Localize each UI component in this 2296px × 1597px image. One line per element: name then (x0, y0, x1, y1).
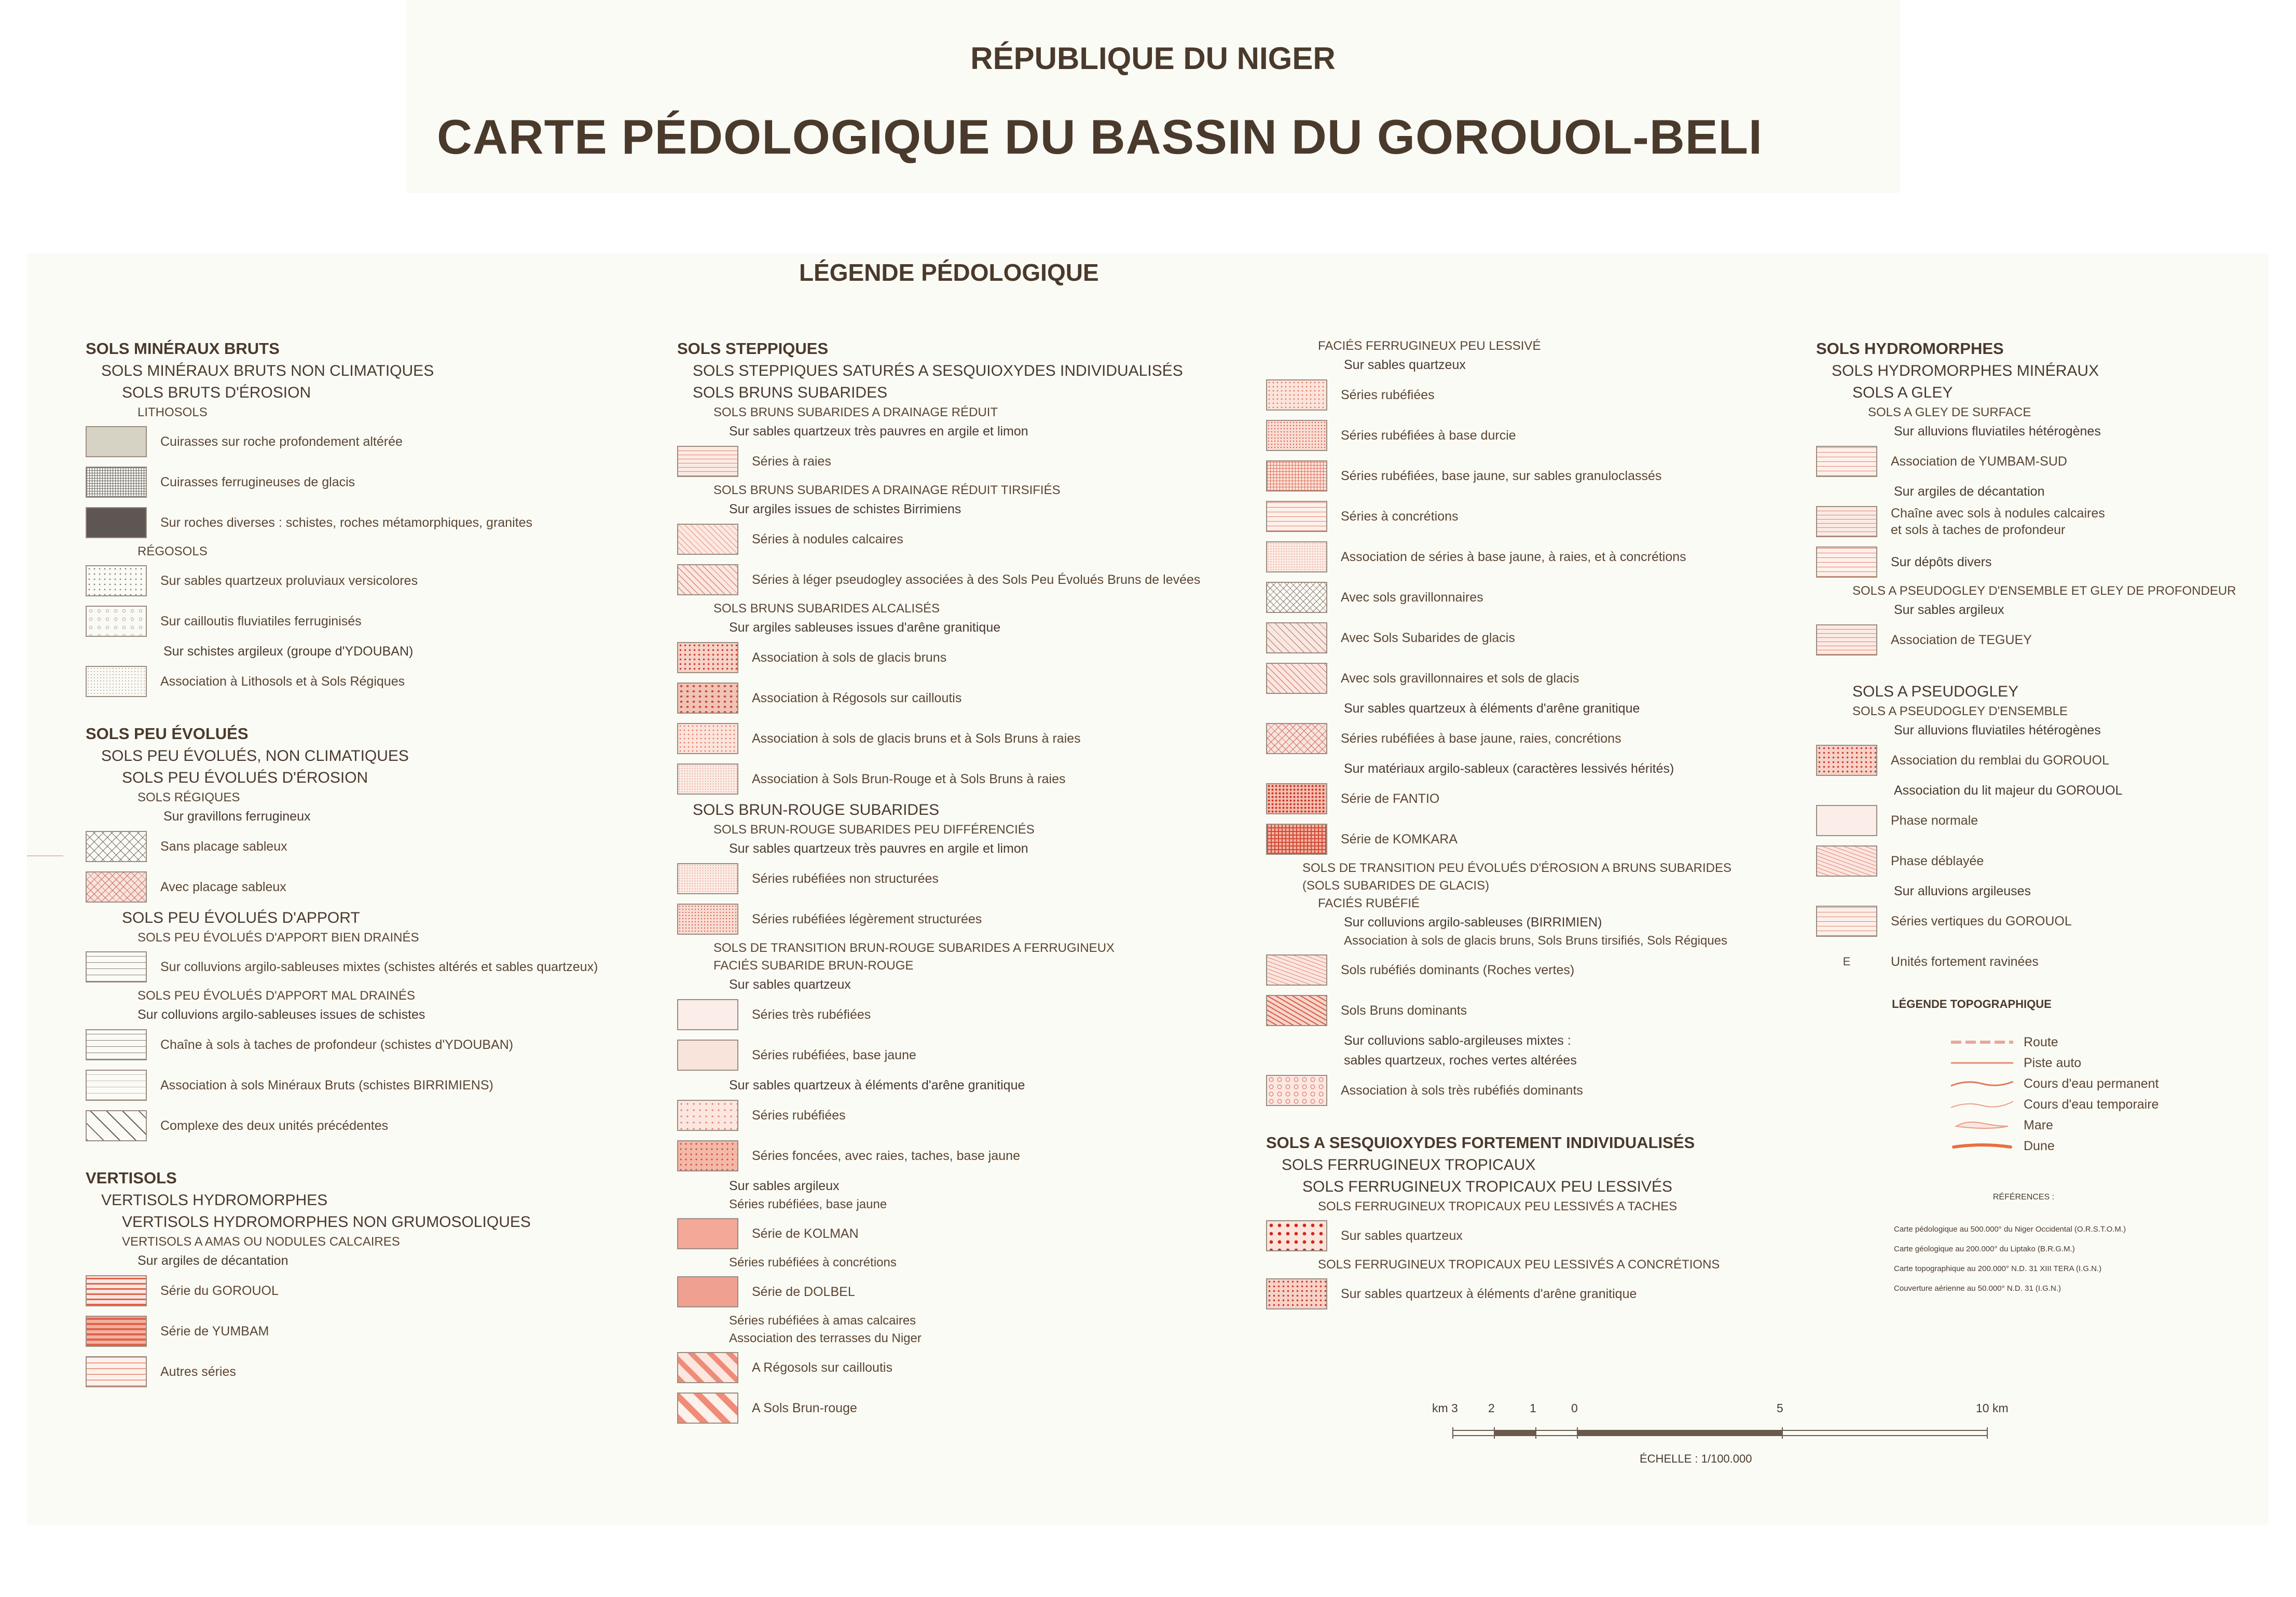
legend-label: Séries foncées, avec raies, taches, base jaune (752, 1149, 1020, 1163)
legend-item (86, 601, 662, 641)
references-title: RÉFÉRENCES : (1992, 1193, 2055, 1202)
legend-swatch (1266, 460, 1327, 492)
subgroup-heading: SOLS A PSEUDOGLEY D'ENSEMBLE (1852, 704, 2068, 718)
legend-label: Série du GOROUOL (160, 1284, 279, 1298)
legend-swatch (1266, 783, 1327, 814)
subgroup-heading: SOLS FERRUGINEUX TROPICAUX PEU LESSIVÉS A TACHES (1318, 1199, 1678, 1213)
subgroup-heading: SOLS DE TRANSITION BRUN-ROUGE SUBARIDES A FERRUGINEUX (713, 941, 1115, 955)
substrate-heading: Sur sables quartzeux (729, 977, 851, 992)
legend-item (677, 718, 1258, 759)
scale-caption: ÉCHELLE : 1/100.000 (1640, 1452, 1752, 1465)
legend-swatch (677, 904, 738, 935)
legend-label: Sur dépôts divers (1891, 555, 1992, 569)
legend-item (86, 1352, 662, 1392)
legend-item (1816, 441, 2267, 482)
group-heading: SOLS FERRUGINEUX TROPICAUX PEU LESSIVÉS (1302, 1178, 1672, 1195)
legend-label: Avec Sols Subarides de glacis (1341, 631, 1515, 645)
topographic-legend (1816, 998, 2267, 1156)
substrate-heading: Sur argiles issues de schistes Birrimiens (729, 502, 961, 516)
subgroup-heading: LITHOSOLS (138, 405, 208, 419)
subgroup-heading: FACIÉS RUBÉFIÉ (1318, 896, 1420, 910)
scale-tick-label: 2 (1488, 1401, 1495, 1415)
topo-label: Route (2024, 1034, 2058, 1049)
legend-label: Séries rubéfiées (752, 1108, 846, 1123)
legend-item (86, 1025, 662, 1065)
dune-symbol (1951, 1141, 2013, 1151)
legend-item (1266, 415, 1795, 456)
section-heading: SOLS HYDROMORPHES (1816, 339, 2004, 358)
legend-item (86, 826, 662, 867)
subgroup-heading: VERTISOLS A AMAS OU NODULES CALCAIRES (122, 1235, 400, 1249)
legend-column-1 (86, 337, 662, 1392)
legend-item (677, 759, 1258, 799)
legend-item (677, 1095, 1258, 1136)
legend-item (1266, 577, 1795, 618)
reference-item: Carte géologique au 200.000° du Liptako (B.R.G.M.) (1894, 1245, 2075, 1253)
title-panel (406, 0, 1900, 193)
class-heading: SOLS STEPPIQUES SATURÉS A SESQUIOXYDES INDIVIDUALISÉS (693, 362, 1183, 379)
legend-item (677, 637, 1258, 678)
legend-item (677, 678, 1258, 718)
class-heading: SOLS FERRUGINEUX TROPICAUX (1282, 1156, 1536, 1173)
legend-label: Série de KOMKARA (1341, 832, 1458, 847)
topo-label: Cours d'eau temporaire (2024, 1097, 2159, 1112)
legend-item (1816, 501, 2267, 542)
legend-swatch (1266, 824, 1327, 855)
legend-title: LÉGENDE PÉDOLOGIQUE (799, 259, 1099, 286)
legend-item (677, 899, 1258, 939)
legend-item (677, 1213, 1258, 1254)
subgroup-heading: SOLS A PSEUDOGLEY D'ENSEMBLE ET GLEY DE PROFONDEUR (1852, 584, 2236, 598)
legend-item (1816, 542, 2267, 582)
substrate-heading: Sur colluvions argilo-sableuses issues de schistes (138, 1007, 425, 1022)
legend-swatch (86, 426, 147, 457)
legend-swatch (1266, 723, 1327, 754)
legend-label: Sur sables quartzeux à éléments d'arêne granitique (1341, 1287, 1637, 1301)
topo-label: Dune (2024, 1138, 2055, 1153)
legend-item (1266, 456, 1795, 496)
legend-label: Phase déblayée (1891, 854, 1984, 868)
legend-swatch (86, 951, 147, 982)
legend-label-line: et sols à taches de profondeur (1891, 523, 2066, 537)
legend-item (86, 947, 662, 987)
series-heading: Séries rubéfiées à concrétions (729, 1255, 897, 1270)
class-heading: SOLS PEU ÉVOLUÉS, NON CLIMATIQUES (101, 747, 409, 765)
references (1816, 1193, 2267, 1299)
legend-label: Association à Régosols sur cailloutis (752, 691, 962, 705)
legend-label: Série de KOLMAN (752, 1226, 859, 1241)
reference-item: Carte topographique au 200.000° N.D. 31 XIII TERA (I.G.N.) (1894, 1264, 2102, 1273)
legend-swatch (1266, 379, 1327, 411)
series-heading: Séries rubéfiées, base jaune (729, 1197, 887, 1211)
legend-swatch (677, 1393, 738, 1424)
legend-swatch (86, 831, 147, 862)
class-heading: SOLS MINÉRAUX BRUTS NON CLIMATIQUES (101, 362, 434, 379)
substrate-heading: Sur schistes argileux (groupe d'YDOUBAN) (163, 644, 414, 659)
substrate-heading: Sur argiles de décantation (138, 1253, 288, 1268)
legend-item (1266, 1274, 1795, 1314)
legend-swatch (1266, 1220, 1327, 1251)
legend-label: Séries à concrétions (1341, 509, 1459, 524)
reference-item: Couverture aérienne au 50.000° N.D. 31 (I.G.N.) (1894, 1284, 2061, 1293)
legend-item (86, 462, 662, 502)
legend-swatch (86, 606, 147, 637)
section-heading: SOLS MINÉRAUX BRUTS (86, 339, 280, 358)
substrate-heading: Sur matériaux argilo-sableux (caractères lessivés hérités) (1344, 761, 1674, 776)
legend-label: Association de séries à base jaune, à raies, et à concrétions (1341, 550, 1686, 564)
legend-swatch (1816, 845, 1877, 877)
spacer (86, 702, 662, 722)
legend-swatch (677, 723, 738, 754)
group-heading: SOLS BRUN-ROUGE SUBARIDES (693, 801, 940, 818)
substrate-heading: Sur colluvions sablo-argileuses mixtes : (1344, 1033, 1571, 1048)
spacer (1816, 660, 2267, 681)
topo-label: Mare (2024, 1117, 2053, 1132)
legend-item (1266, 496, 1795, 537)
topo-legend-title: LÉGENDE TOPOGRAPHIQUE (1892, 998, 2052, 1011)
legend-label: Autres séries (160, 1364, 236, 1379)
legend-label: Sur sables quartzeux proluviaux versicolores (160, 574, 418, 588)
legend-label: Avec sols gravillonnaires (1341, 590, 1483, 605)
legend-item (1816, 841, 2267, 881)
legend-label: A Régosols sur cailloutis (752, 1360, 892, 1375)
legend-swatch (677, 446, 738, 477)
ravine-symbol: E (1843, 955, 1851, 968)
legend-item (1266, 718, 1795, 759)
legend-swatch (86, 565, 147, 596)
legend-item (86, 1065, 662, 1105)
group-heading: SOLS PEU ÉVOLUÉS D'APPORT (122, 909, 360, 926)
legend-item (1816, 620, 2267, 660)
legend-swatch (1266, 1278, 1327, 1309)
topo-item (1816, 1032, 2267, 1053)
legend-swatch (677, 863, 738, 894)
legend-swatch (677, 683, 738, 714)
legend-item (1266, 658, 1795, 699)
legend-swatch (677, 1352, 738, 1383)
section-heading: VERTISOLS (86, 1169, 177, 1187)
topo-item (1816, 1094, 2267, 1115)
subgroup-heading: SOLS PEU ÉVOLUÉS D'APPORT BIEN DRAINÉS (138, 931, 419, 945)
legend-label: Sols rubéfiés dominants (Roches vertes) (1341, 963, 1575, 977)
legend-swatch (677, 763, 738, 795)
legend-label: Séries rubéfiées non structurées (752, 871, 939, 886)
legend-item (1266, 375, 1795, 415)
scale-tick-label: km 3 (1432, 1401, 1458, 1415)
substrate-heading: Sur argiles de décantation (1894, 484, 2045, 499)
legend-item (1816, 740, 2267, 781)
legend-swatch (677, 1218, 738, 1249)
legend-swatch (677, 1276, 738, 1307)
substrate-heading: Sur colluvions argilo-sableuses (BIRRIMIEN) (1344, 915, 1602, 930)
reference-item: Carte pédologique au 500.000° du Niger Occidental (O.R.S.T.O.M.) (1894, 1225, 2126, 1234)
pond-symbol (1951, 1119, 2013, 1131)
legend-swatch (1266, 501, 1327, 532)
legend-swatch (1816, 506, 1877, 537)
legend-column-2 (677, 337, 1258, 1428)
legend-label: Avec sols gravillonnaires et sols de glacis (1341, 671, 1579, 686)
substrate-heading: Sur sables argileux (1894, 603, 2004, 617)
topo-item (1816, 1115, 2267, 1136)
group-heading: VERTISOLS HYDROMORPHES NON GRUMOSOLIQUES (122, 1213, 531, 1231)
legend-swatch (86, 871, 147, 903)
topo-item (1816, 1053, 2267, 1073)
legend-swatch (677, 1100, 738, 1131)
section-heading: SOLS PEU ÉVOLUÉS (86, 725, 249, 743)
legend-item (86, 502, 662, 543)
legend-item (1266, 537, 1795, 577)
track-symbol (1951, 1059, 2013, 1067)
scale-tick-label: 1 (1530, 1401, 1536, 1415)
subgroup-heading: SOLS BRUNS SUBARIDES A DRAINAGE RÉDUIT (713, 405, 998, 419)
group-heading: SOLS BRUNS SUBARIDES (693, 384, 888, 401)
legend-item (677, 994, 1258, 1035)
legend-label: Séries rubéfiées à base durcie (1341, 428, 1516, 443)
permanent-river-symbol (1951, 1077, 2013, 1090)
legend-label: Séries rubéfiées, base jaune, sur sables granuloclassés (1341, 469, 1662, 483)
legend-item (1266, 819, 1795, 859)
legend-swatch (677, 1140, 738, 1171)
legend-item (677, 441, 1258, 482)
topo-item (1816, 1136, 2267, 1156)
series-heading: Association du lit majeur du GOROUOL (1894, 783, 2123, 798)
legend-swatch (677, 524, 738, 555)
legend-swatch (86, 1356, 147, 1387)
substrate-heading: Sur sables quartzeux à éléments d'arêne granitique (729, 1078, 1025, 1093)
legend-label: Sols Bruns dominants (1341, 1003, 1467, 1018)
legend-label: Sur roches diverses : schistes, roches métamorphiques, granites (160, 515, 532, 530)
subgroup-heading: SOLS PEU ÉVOLUÉS D'APPORT MAL DRAINÉS (138, 989, 415, 1003)
legend-swatch (1816, 805, 1877, 836)
substrate-heading: Sur sables quartzeux (1344, 358, 1466, 372)
legend-swatch (1266, 1075, 1327, 1106)
legend-swatch (1266, 622, 1327, 653)
legend-item (1266, 950, 1795, 990)
legend-label: Association à sols de glacis bruns (752, 650, 947, 665)
substrate-heading: Sur alluvions argileuses (1894, 884, 2031, 898)
legend-label: Association de YUMBAM-SUD (1891, 454, 2067, 469)
class-heading: VERTISOLS HYDROMORPHES (101, 1192, 328, 1209)
legend-label: Séries rubéfiées légèrement structurées (752, 912, 982, 926)
legend-swatch (86, 666, 147, 697)
legend-item (677, 519, 1258, 559)
map-title: CARTE PÉDOLOGIQUE DU BASSIN DU GOROUOL-BELI (437, 110, 1763, 164)
legend-label: Cuirasses ferrugineuses de glacis (160, 475, 355, 489)
substrate-heading: Sur argiles sableuses issues d'arêne granitique (729, 620, 1001, 635)
legend-swatch (677, 999, 738, 1030)
legend-swatch (1266, 420, 1327, 451)
legend-item (86, 1105, 662, 1146)
temporary-river-symbol (1951, 1098, 2013, 1111)
legend-label: Séries à raies (752, 454, 831, 469)
substrate-heading: Sur sables argileux (729, 1179, 840, 1193)
legend-swatch (86, 1110, 147, 1141)
legend-label: Séries rubéfiées à base jaune, raies, concrétions (1341, 731, 1621, 746)
legend-label: Séries rubéfiées, base jaune (752, 1048, 916, 1062)
legend-label: Série de YUMBAM (160, 1324, 269, 1339)
subgroup-heading: FACIÉS SUBARIDE BRUN-ROUGE (713, 959, 914, 973)
legend-label: Association à Lithosols et à Sols Régiques (160, 674, 405, 689)
series-heading: Association à sols de glacis bruns, Sols Bruns tirsifiés, Sols Régiques (1344, 934, 1728, 948)
legend-label: Sur sables quartzeux (1341, 1229, 1463, 1243)
subgroup-heading: RÉGOSOLS (138, 544, 208, 558)
legend-swatch (1816, 624, 1877, 656)
legend-label: Sur cailloutis fluviatiles ferruginisés (160, 614, 362, 629)
legend-item (677, 858, 1258, 899)
series-heading: Association des terrasses du Niger (729, 1331, 922, 1345)
legend-label: Association du remblai du GOROUOL (1891, 753, 2110, 768)
country-name: RÉPUBLIQUE DU NIGER (970, 41, 1336, 76)
legend-item (1266, 1070, 1795, 1111)
legend-label: Association de TEGUEY (1891, 633, 2032, 647)
legend-item (1266, 779, 1795, 819)
legend-swatch (86, 1070, 147, 1101)
legend-swatch (86, 1029, 147, 1060)
legend-swatch (1266, 582, 1327, 613)
subgroup-heading: SOLS BRUNS SUBARIDES A DRAINAGE RÉDUIT TIRSIFIÉS (713, 483, 1061, 497)
legend-swatch (1816, 906, 1877, 937)
topo-item (1816, 1073, 2267, 1094)
legend-label: Série de DOLBEL (752, 1285, 855, 1299)
legend-label: Chaîne à sols à taches de profondeur (schistes d'YDOUBAN) (160, 1038, 514, 1052)
legend-swatch (1266, 954, 1327, 986)
legend-item (86, 421, 662, 462)
legend-item (86, 867, 662, 907)
scale-tick-label: 10 km (1976, 1401, 2009, 1415)
legend-item (677, 1035, 1258, 1075)
legend-item (677, 1272, 1258, 1312)
substrate-heading: Sur sables quartzeux très pauvres en argile et limon (729, 841, 1028, 856)
legend-swatch (677, 564, 738, 595)
legend-label: Sans placage sableux (160, 839, 287, 854)
scale-tick-label: 0 (1571, 1401, 1578, 1415)
legend-label: Phase normale (1891, 813, 1978, 828)
legend-label: Séries très rubéfiées (752, 1007, 871, 1022)
legend-item (86, 1271, 662, 1311)
legend-label: Séries à léger pseudogley associées à des Sols Peu Évolués Bruns de levées (752, 572, 1201, 587)
legend-swatch (1266, 995, 1327, 1026)
legend-label: Cuirasses sur roche profondement altérée (160, 434, 403, 449)
topo-label: Cours d'eau permanent (2024, 1076, 2159, 1091)
legend-swatch (86, 1316, 147, 1347)
legend-label: Avec placage sableux (160, 880, 286, 894)
scale-graphic (1422, 1417, 2013, 1448)
legend-label: Série de FANTIO (1341, 791, 1440, 806)
decorative-line (27, 855, 63, 856)
topo-label: Piste auto (2024, 1055, 2082, 1070)
spacer (1266, 1111, 1795, 1131)
scale-tick-label: 5 (1777, 1401, 1783, 1415)
legend-item (1266, 618, 1795, 658)
legend-column-4 (1816, 337, 2267, 1299)
series-heading: Séries rubéfiées à amas calcaires (729, 1314, 916, 1328)
substrate-heading: Sur sables quartzeux très pauvres en argile et limon (729, 424, 1028, 439)
subgroup-heading: (SOLS SUBARIDES DE GLACIS) (1302, 879, 1490, 893)
legend-item (677, 559, 1258, 600)
spacer (86, 1146, 662, 1167)
subgroup-heading: SOLS BRUNS SUBARIDES ALCALISÉS (713, 602, 940, 616)
legend-swatch (677, 642, 738, 673)
legend-label: Association à sols très rubéfiés dominants (1341, 1083, 1583, 1098)
legend-item (86, 561, 662, 601)
group-heading: SOLS BRUTS D'ÉROSION (122, 384, 311, 401)
legend-label: Séries à nodules calcaires (752, 532, 903, 547)
legend-item (677, 1347, 1258, 1388)
subgroup-heading: SOLS DE TRANSITION PEU ÉVOLUÉS D'ÉROSION A BRUNS SUBARIDES (1302, 861, 1732, 875)
subgroup-heading: FACIÉS FERRUGINEUX PEU LESSIVÉ (1318, 339, 1541, 353)
substrate-heading: sables quartzeux, roches vertes altérées (1344, 1053, 1577, 1068)
legend-label (1891, 505, 2105, 538)
substrate-heading: Sur alluvions fluviatiles hétérogènes (1894, 424, 2101, 439)
legend-item (1266, 1216, 1795, 1256)
legend-swatch (1816, 547, 1877, 578)
legend-label: Complexe des deux unités précédentes (160, 1118, 389, 1133)
scale-bar (1422, 1401, 2013, 1474)
legend-label: A Sols Brun-rouge (752, 1401, 857, 1415)
legend-swatch (86, 467, 147, 498)
legend-swatch (86, 507, 147, 538)
legend-swatch (1266, 663, 1327, 694)
legend-swatch (1266, 541, 1327, 572)
substrate-heading: Sur alluvions fluviatiles hétérogènes (1894, 723, 2101, 738)
legend-swatch (86, 1275, 147, 1306)
group-heading: SOLS A GLEY (1852, 384, 1953, 401)
legend-label: Séries vertiques du GOROUOL (1891, 914, 2072, 929)
legend-item (677, 1388, 1258, 1428)
subgroup-heading: SOLS A GLEY DE SURFACE (1868, 405, 2031, 419)
group-heading: SOLS PEU ÉVOLUÉS D'ÉROSION (122, 769, 368, 786)
section-heading: SOLS STEPPIQUES (677, 339, 829, 358)
legend-label: Association à sols Minéraux Bruts (schistes BIRRIMIENS) (160, 1078, 493, 1093)
legend-column-3 (1266, 337, 1795, 1314)
legend-label: Unités fortement ravinées (1891, 954, 2039, 969)
subgroup-heading: SOLS RÉGIQUES (138, 790, 240, 804)
legend-item (677, 1136, 1258, 1176)
legend-label-line: Chaîne avec sols à nodules calcaires (1891, 506, 2105, 521)
group-heading: SOLS A PSEUDOGLEY (1852, 683, 2019, 700)
legend-item (1816, 800, 2267, 841)
substrate-heading: Sur sables quartzeux à éléments d'arêne granitique (1344, 701, 1640, 716)
legend-swatch (1816, 446, 1877, 477)
legend-label: Association à sols de glacis bruns et à Sols Bruns à raies (752, 731, 1081, 746)
legend-label: Sur colluvions argilo-sableuses mixtes (schistes altérés et sables quartzeux) (160, 960, 598, 974)
legend-swatch (677, 1040, 738, 1071)
legend-item (1816, 941, 2267, 982)
subgroup-heading: SOLS FERRUGINEUX TROPICAUX PEU LESSIVÉS A CONCRÉTIONS (1318, 1258, 1720, 1272)
legend-label: Association à Sols Brun-Rouge et à Sols Bruns à raies (752, 772, 1066, 786)
road-symbol (1951, 1038, 2013, 1046)
legend-item (86, 661, 662, 702)
legend-item (86, 1311, 662, 1352)
legend-swatch (1816, 745, 1877, 776)
class-heading: SOLS HYDROMORPHES MINÉRAUX (1832, 362, 2099, 379)
section-heading: SOLS A SESQUIOXYDES FORTEMENT INDIVIDUALISÉS (1266, 1134, 1695, 1152)
substrate-heading: Sur gravillons ferrugineux (163, 809, 311, 824)
subgroup-heading: SOLS BRUN-ROUGE SUBARIDES PEU DIFFÉRENCIÉS (713, 823, 1035, 837)
legend-item (1816, 901, 2267, 941)
legend-label: Séries rubéfiées (1341, 388, 1435, 402)
legend-item (1266, 990, 1795, 1031)
